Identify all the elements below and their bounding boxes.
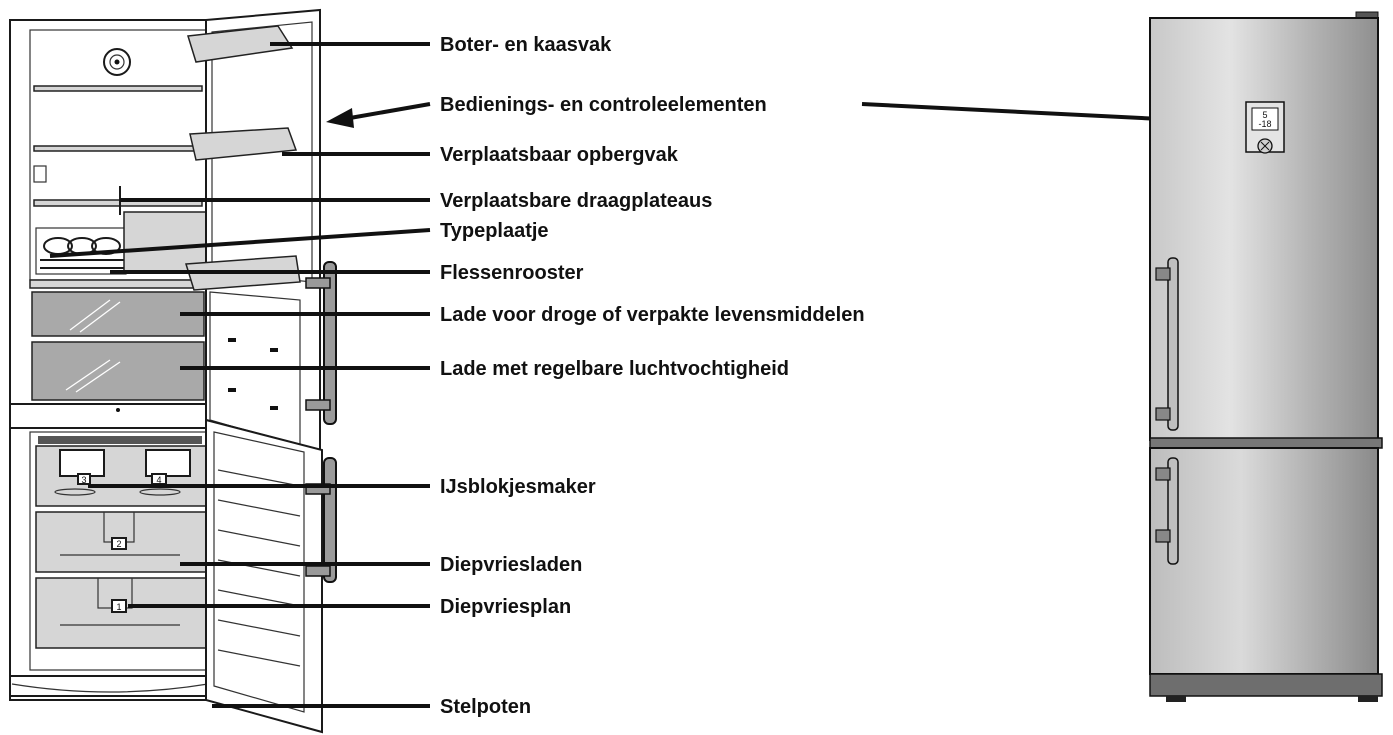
drawer-number: 2: [116, 539, 122, 549]
label-drawer-humid: Lade met regelbare luchtvochtigheid: [440, 358, 789, 380]
label-icemaker: IJsblokjesmaker: [440, 476, 596, 498]
fridge-door-upper: [206, 10, 320, 450]
display-fridge-temp: 5: [1262, 110, 1268, 120]
label-typeplate: Typeplaatje: [440, 220, 549, 242]
closed-door-handle[interactable]: [1168, 258, 1178, 430]
label-freezer-plan: Diepvriesplan: [440, 596, 572, 618]
glass-shelf: [34, 146, 202, 151]
fridge-door-closed: [1150, 18, 1378, 440]
label-freezer-drawers: Diepvriesladen: [440, 554, 583, 576]
base-plinth: [1150, 674, 1382, 696]
labels: [440, 34, 865, 718]
label-feet: Stelpoten: [440, 696, 532, 718]
freezer-door-closed: [1150, 448, 1378, 674]
glass-shelf: [34, 86, 202, 91]
label-bottles: Flessenrooster: [440, 262, 584, 284]
label-butter: Boter- en kaasvak: [440, 34, 612, 56]
label-drawer-dry: Lade voor droge of verpakte levensmiddelen: [440, 304, 865, 326]
label-shelves: Verplaatsbare draagplateaus: [440, 190, 713, 212]
drawer-humid: [32, 342, 204, 400]
drawer-number: 4: [156, 475, 162, 485]
closed-fridge: [1150, 12, 1382, 702]
label-controls: Bedienings- en controleelementen: [440, 94, 767, 116]
drawer-dry: [32, 292, 204, 336]
drawer-number: 1: [116, 602, 122, 612]
control-panel[interactable]: [1246, 102, 1284, 153]
drawer-number: 3: [81, 475, 87, 485]
open-fridge: [10, 10, 336, 732]
label-storage: Verplaatsbaar opbergvak: [440, 144, 678, 166]
display-freezer-temp: -18: [1258, 119, 1272, 129]
